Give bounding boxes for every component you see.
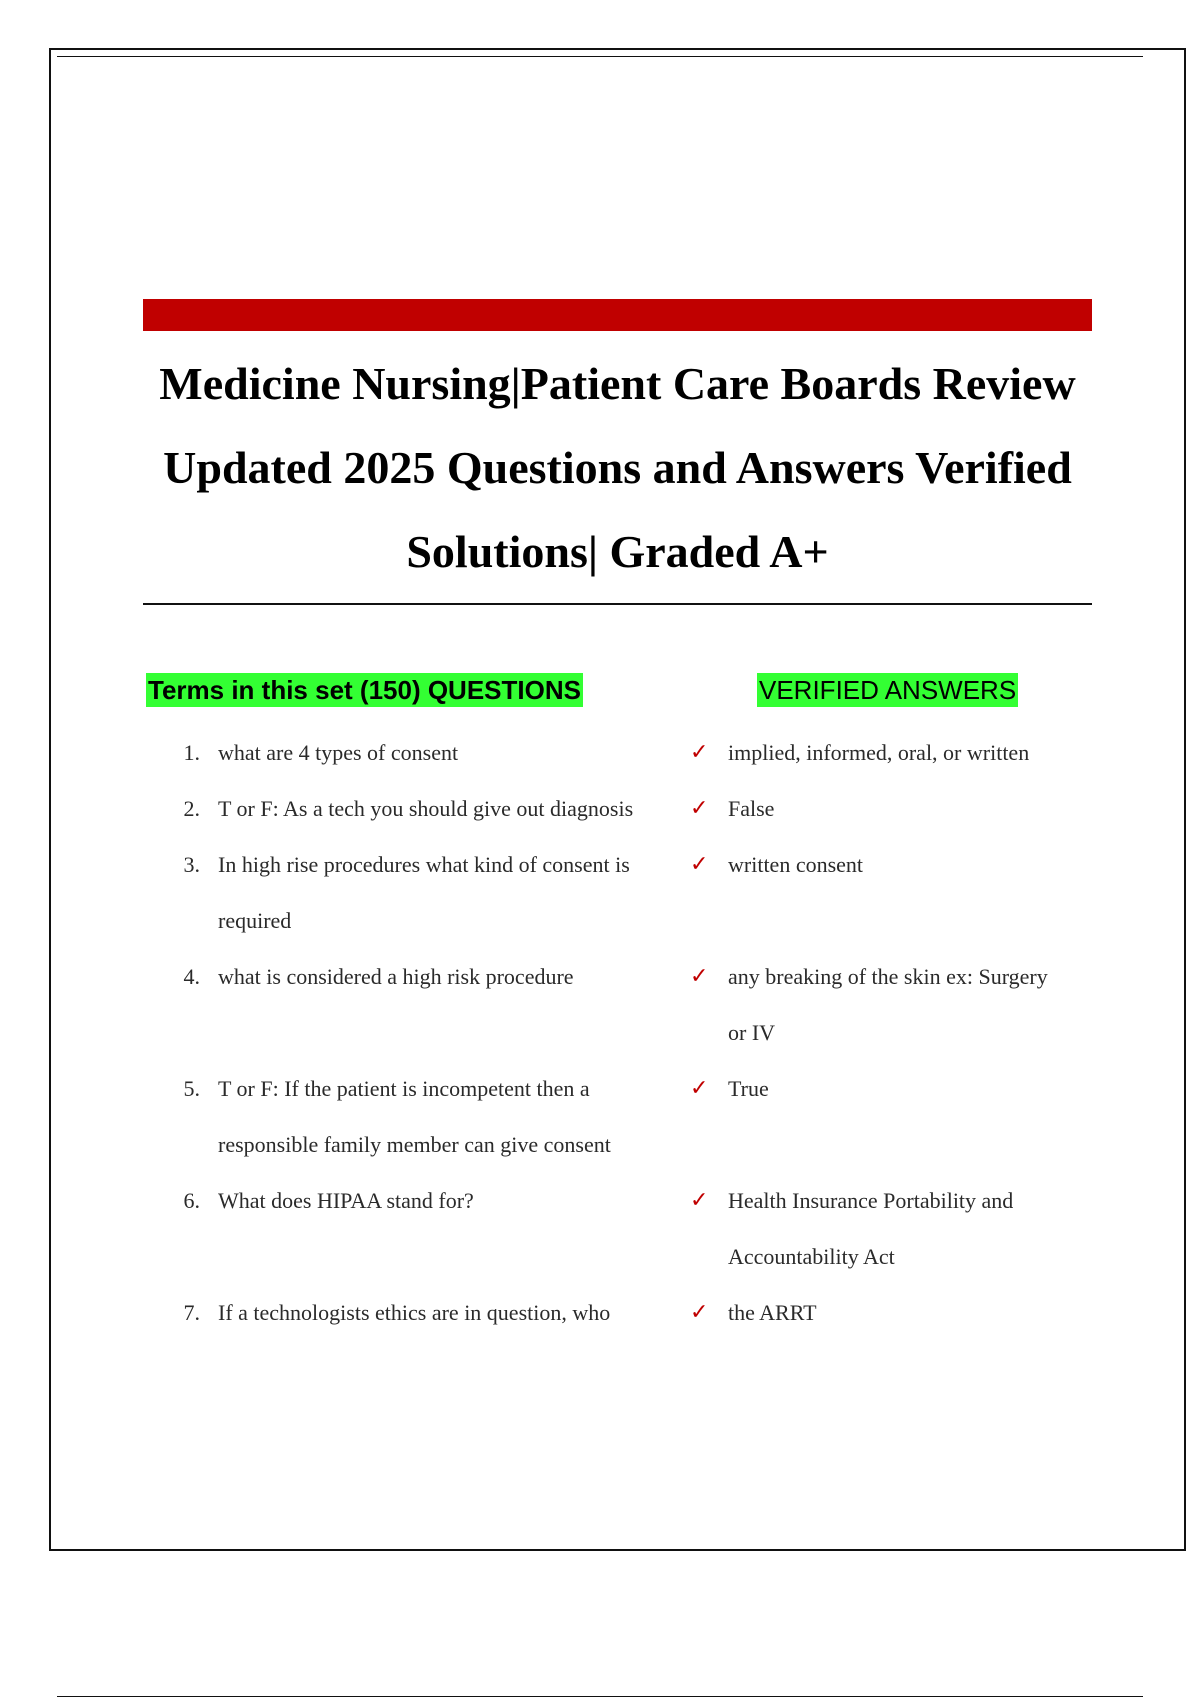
qa-item [170, 949, 1100, 1061]
answer-text: any breaking of the skin ex: Surgery or IV [728, 964, 1048, 1045]
answer-text: written consent [728, 852, 864, 877]
question-number: 3. [183, 852, 200, 877]
answer-text: the ARRT [728, 1300, 817, 1325]
qa-item [170, 1173, 1100, 1285]
questions-heading: Terms in this set (150) QUESTIONS [148, 675, 581, 705]
question-number: 4. [183, 964, 200, 989]
question-number: 2. [183, 796, 200, 821]
check-icon: ✓ [690, 852, 709, 877]
answer-text: False [728, 796, 775, 821]
question-text: what are 4 types of consent [218, 740, 459, 765]
qa-item [170, 781, 1100, 837]
qa-list [170, 725, 1100, 1341]
check-icon: ✓ [690, 1300, 709, 1325]
check-icon: ✓ [690, 796, 709, 821]
title-accent-bar [143, 299, 1092, 331]
document-title: Medicine Nursing|Patient Care Boards Review Updated 2025 Questions and Answers Verified Solutions| Graded A+ [159, 358, 1076, 577]
answer-text: True [728, 1076, 769, 1101]
answer-text: implied, informed, oral, or written [728, 740, 1030, 765]
answers-heading: VERIFIED ANSWERS [759, 675, 1017, 705]
question-number: 7. [183, 1300, 200, 1325]
qa-item [170, 837, 1100, 949]
qa-item [170, 1285, 1100, 1341]
check-icon: ✓ [690, 964, 709, 989]
qa-item [170, 725, 1100, 781]
check-icon: ✓ [690, 740, 709, 765]
title-divider [143, 603, 1092, 605]
question-number: 5. [183, 1076, 200, 1101]
bottom-rule [57, 1696, 1143, 1697]
qa-item [170, 1061, 1100, 1173]
question-text: What does HIPAA stand for? [218, 1188, 474, 1213]
question-text: If a technologists ethics are in question, who [218, 1300, 611, 1325]
question-number: 1. [183, 740, 200, 765]
question-text: what is considered a high risk procedure [218, 964, 574, 989]
question-number: 6. [183, 1188, 200, 1213]
top-rule [57, 56, 1143, 57]
question-text: T or F: If the patient is incompetent then a responsible family member can give consent [218, 1076, 611, 1157]
question-text: T or F: As a tech you should give out diagnosis [218, 796, 634, 821]
question-text: In high rise procedures what kind of consent is required [218, 852, 630, 933]
answer-text: Health Insurance Portability and Accountability Act [728, 1188, 1014, 1269]
check-icon: ✓ [690, 1076, 709, 1101]
check-icon: ✓ [690, 1188, 709, 1213]
